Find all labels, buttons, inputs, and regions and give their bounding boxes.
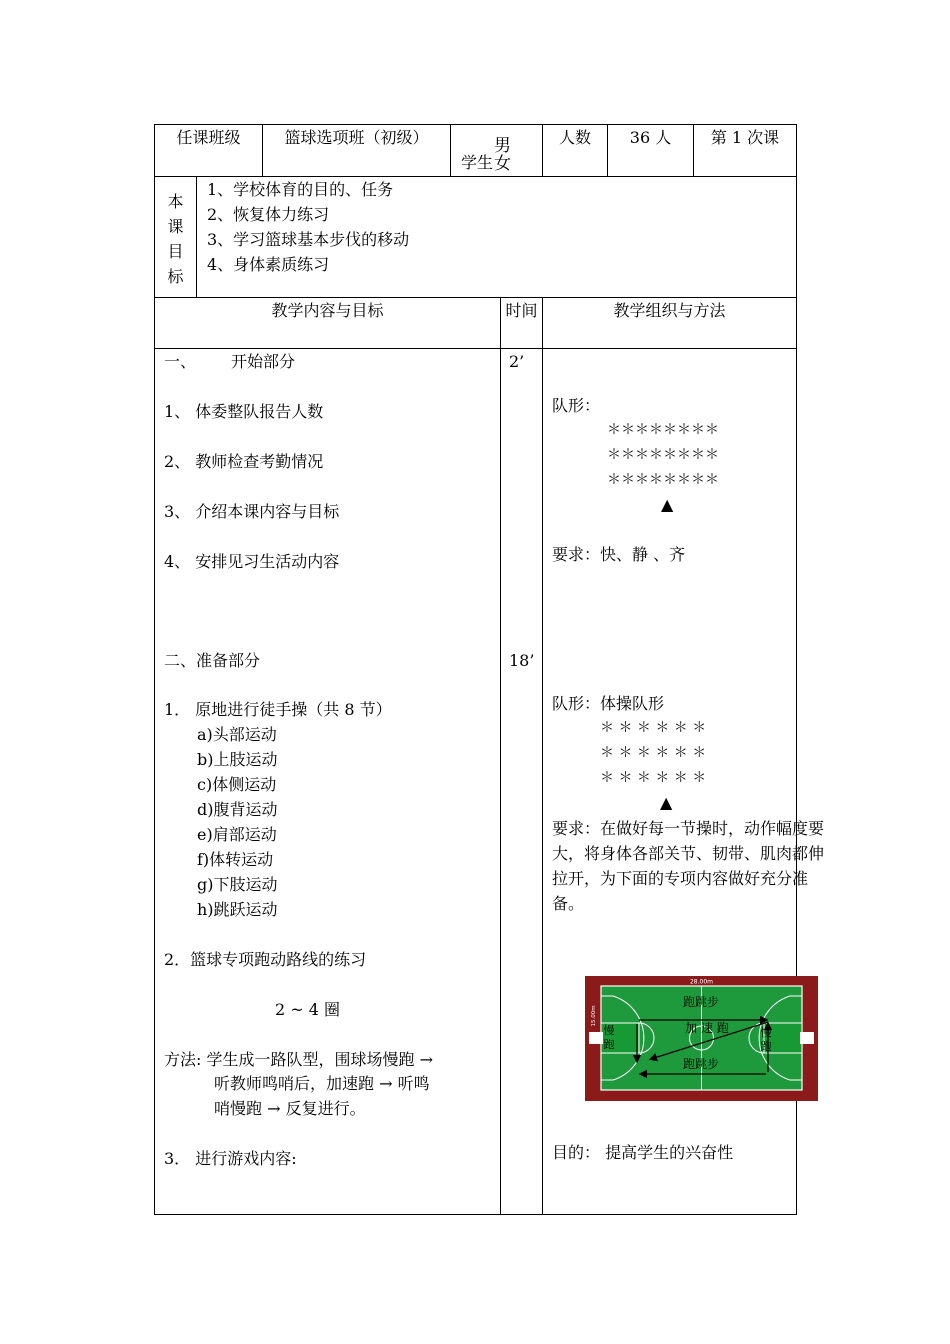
right-route-label: 慢 xyxy=(760,1026,772,1039)
goal-item: 1、学校体育的目的、任务 xyxy=(207,180,394,199)
part2-time: 18’ xyxy=(509,651,535,670)
method-line: 哨慢跑 → 反复进行。 xyxy=(214,1099,366,1118)
formation2-label: 队形：体操队形 xyxy=(552,694,665,713)
exercise-item: b)上肢运动 xyxy=(197,750,278,769)
column-header-row xyxy=(155,298,797,349)
goals-row xyxy=(155,177,797,298)
left-bench xyxy=(589,1032,603,1044)
formation-row: ＊＊＊＊＊＊＊＊ xyxy=(607,422,719,438)
content-cell xyxy=(155,349,501,1215)
class-label: 任课班级 xyxy=(155,125,263,177)
part1-item: 2、 教师检查考勤情况 xyxy=(164,452,324,471)
formation-row: ＊ ＊ ＊ ＊ ＊ ＊ xyxy=(600,745,707,761)
purpose-text: 目的： 提高学生的兴奋性 xyxy=(552,1143,734,1162)
exercise-item: g)下肢运动 xyxy=(197,875,278,894)
formation-row: ＊＊＊＊＊＊＊＊ xyxy=(607,447,719,463)
lesson-table xyxy=(154,124,825,1215)
goals-label: 本 课 目 标 xyxy=(155,177,197,297)
basketball-court-diagram xyxy=(585,976,818,1101)
part1-time: 2’ xyxy=(509,352,525,371)
teacher-mark: ▲ xyxy=(660,793,673,812)
formation-row: ＊ ＊ ＊ ＊ ＊ ＊ xyxy=(600,720,707,736)
part2-item-1: 1． 原地进行徒手操（共 8 节） xyxy=(164,700,392,719)
court-length-label: 28.00m xyxy=(689,978,714,986)
part1-number: 一、 xyxy=(164,352,197,371)
court-width-label: 15.00m xyxy=(591,1005,597,1027)
count-value: 36 人 xyxy=(608,125,694,177)
exercise-item: c)体侧运动 xyxy=(197,775,277,794)
requirement-line: 要求：在做好每一节操时，动作幅度要 xyxy=(552,819,825,838)
goals-list xyxy=(197,177,409,297)
left-route-label: 慢 xyxy=(603,1024,615,1037)
requirement-line: 备。 xyxy=(552,894,585,913)
time-cell xyxy=(501,349,543,1215)
part1-item: 3、 介绍本课内容与目标 xyxy=(164,502,340,521)
formation-row: ＊ ＊ ＊ ＊ ＊ ＊ xyxy=(600,770,707,786)
gender-cell xyxy=(451,125,543,177)
right-bench xyxy=(800,1032,814,1044)
formation-row: ＊＊＊＊＊＊＊＊ xyxy=(607,472,719,488)
body-row xyxy=(155,349,797,1215)
right-route-label: 跑 xyxy=(760,1040,772,1053)
exercise-item: f)体转运动 xyxy=(197,850,274,869)
goal-item: 2、恢复体力练习 xyxy=(207,205,330,224)
header-row xyxy=(155,125,797,177)
part2-title: 二、准备部分 xyxy=(164,651,261,670)
middle-route-label: 加 速 跑 xyxy=(685,1021,729,1035)
top-route-label: 跑跳步 xyxy=(682,995,720,1009)
part1-item: 1、 体委整队报告人数 xyxy=(164,402,324,421)
requirement-line: 拉开，为下面的专项内容做好充分准 xyxy=(552,869,809,888)
goal-item: 3、学习篮球基本步伐的移动 xyxy=(207,230,410,249)
content-column-header: 教学内容与目标 xyxy=(155,298,501,349)
exercise-item: h)跳跃运动 xyxy=(197,900,278,919)
goal-item: 4、身体素质练习 xyxy=(207,255,330,274)
method-line: 听教师鸣哨后，加速跑 → 听鸣 xyxy=(214,1074,430,1093)
method-column-header: 教学组织与方法 xyxy=(543,298,797,349)
time-column-header: 时间 xyxy=(501,298,543,349)
formation1-label: 队形： xyxy=(552,396,601,415)
laps-text: 2 ~ 4 圈 xyxy=(275,1000,341,1019)
lesson-number: 第 1 次课 xyxy=(694,125,797,177)
method-cell xyxy=(543,349,825,1215)
class-value: 篮球选项班（初级） xyxy=(263,125,451,177)
exercise-item: e)肩部运动 xyxy=(197,825,277,844)
bottom-route-label: 跑跳步 xyxy=(682,1057,720,1071)
female-label: 女 xyxy=(494,154,511,174)
student-label: 学生 xyxy=(461,153,494,172)
exercise-item: d)腹背运动 xyxy=(197,800,278,819)
part2-item-3: 3． 进行游戏内容: xyxy=(164,1149,297,1168)
left-route-label: 跑 xyxy=(603,1038,615,1051)
teacher-mark: ▲ xyxy=(661,495,674,514)
count-label: 人数 xyxy=(543,125,608,177)
male-label: 男 xyxy=(494,136,511,156)
part1-title: 开始部分 xyxy=(231,352,296,371)
requirement-line: 大，将身体各部关节、韧带、肌肉都伸 xyxy=(552,844,825,863)
part1-item: 4、 安排见习生活动内容 xyxy=(164,552,340,571)
exercise-item: a)头部运动 xyxy=(197,725,277,744)
requirement-1: 要求：快、静 、齐 xyxy=(552,545,686,564)
method-line: 方法: 学生成一路队型，围球场慢跑 → xyxy=(164,1050,433,1069)
part2-item-2: 2．篮球专项跑动路线的练习 xyxy=(164,950,367,969)
